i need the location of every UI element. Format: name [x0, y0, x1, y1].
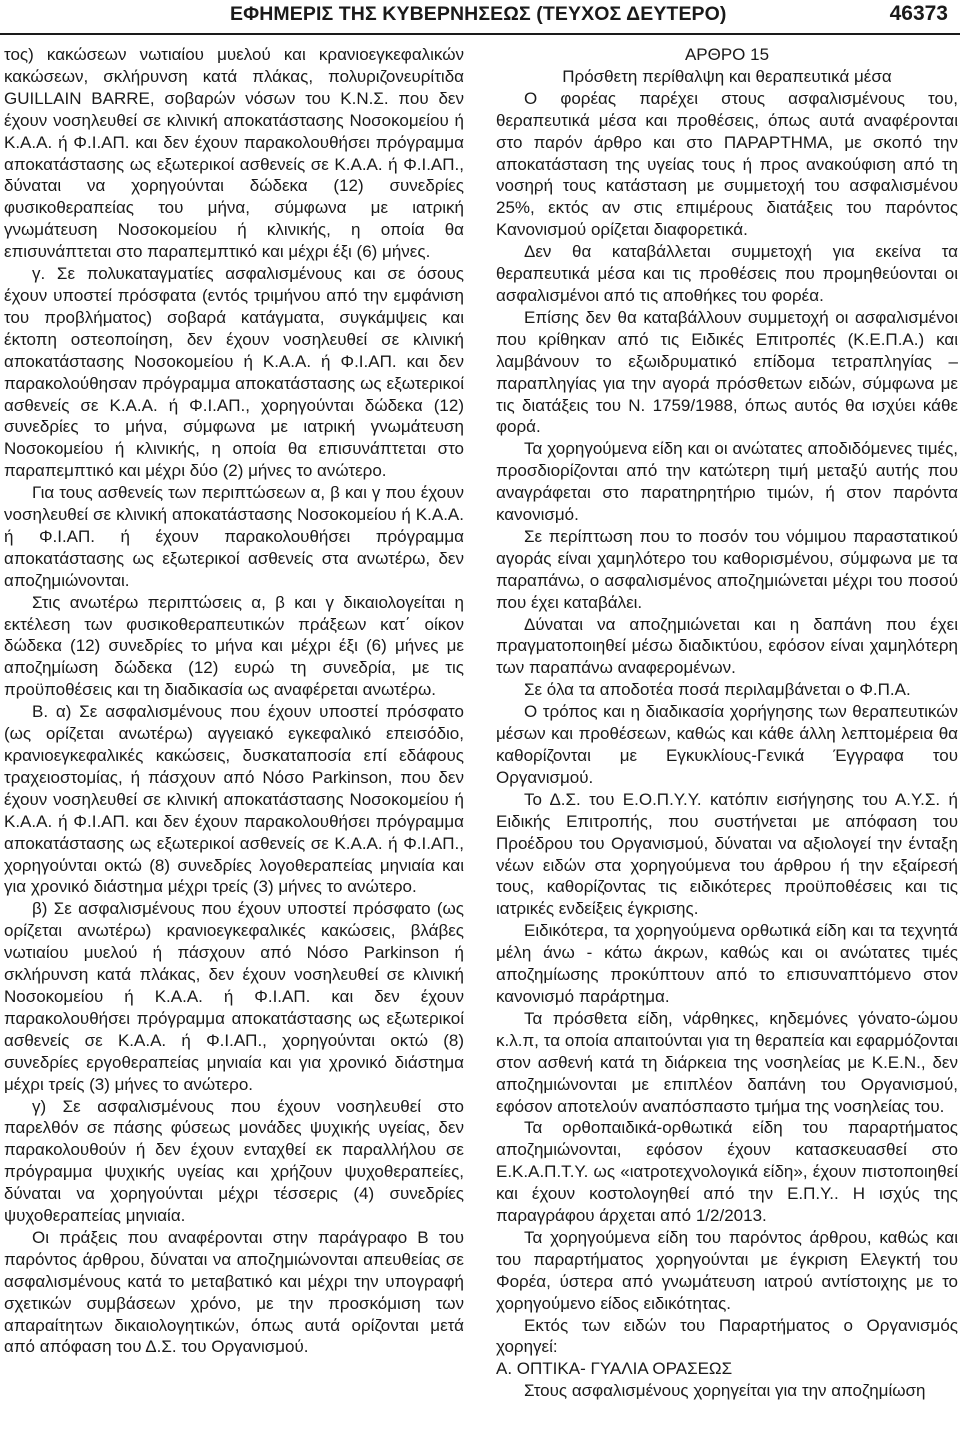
paragraph: Για τους ασθενείς των περιπτώσεων α, β και γ που έχουν νοσηλευθεί σε κλινική αποκατάστασης Νοσοκομείου ή Κ.Α.Α. ή Φ.Ι.ΑΠ. ή έχουν παρακολουθήσει πρόγραμμα αποκατάστασης ως εξωτερικοί ασθενείς στα ανωτέρω, δεν αποζημιώνονται.	[4, 483, 464, 590]
paragraph: Τα χορηγούμενα είδη του παρόντος άρθρου, καθώς και του παραρτήματος χορηγούνται με έγκριση Ελεγκτή του Φορέα, ύστερα από γνωμάτευση ιατρού αντίστοιχης με το χορηγούμενο είδος ειδικότητας.	[496, 1227, 958, 1313]
right-column	[496, 44, 958, 1402]
left-column	[4, 44, 464, 1358]
paragraph: Επίσης δεν θα καταβάλλουν συμμετοχή οι ασφαλισμένοι που κρίθηκαν από τις Ειδικές Επιτροπές (Κ.Ε.Π.Α.) και λαμβάνουν το εξωιδρυματικό επίδομα τετραπληγίας – παραπληγίας για την αγορά πρόσθετων ειδών, σύμφωνα με τις διατάξεις του Ν. 1759/1988, όπως αυτός θα ισχύει κάθε φορά.	[496, 307, 958, 437]
article-number: ΑΡΘΡΟ 15	[684, 45, 770, 64]
header-divider	[0, 33, 960, 35]
paragraph-case-gamma: γ. Σε πολυκαταγματίες ασφαλισμένους και σε όσους έχουν υποστεί πρόσφατα (εντός τριμήνου από την εμφάνιση του προβλήματος) σοβαρά κατάγματα, συγκάμψεις και έκτοπη οστεοποίηση, δεν έχουν νοσηλευθεί σε κλινική αποκατάστασης Νοσοκομείου ή Κ.Α.Α. ή Φ.Ι.ΑΠ. και δεν παρακολούθησαν πρόγραμμα αποκατάστασης ως εξωτερικοί ασθενείς σε Κ.Α.Α. ή Φ.Ι.ΑΠ., χορηγούνται δώδεκα (12) συνεδρίες το μήνα, σύμφωνα με ιατρική γνωμάτευση Νοσοκομείου ή κλινικής, η οποία θα επισυνάπτεται στο παραπεμπτικό και μέχρι δύο (2) μήνες το ανώτερο.	[4, 264, 464, 481]
paragraph-section-b-c: γ) Σε ασφαλισμένους που έχουν νοσηλευθεί στο παρελθόν σε πάσης φύσεως μονάδες ψυχικής υγείας, δεν παρακολουθούν ή δεν έχουν ενταχθεί εκ παραλλήλου σε πρόγραμμα ψυχικής υγείας και χρήζουν ψυχοθεραπείες, δύναται να χορηγούνται μέχρι τέσσερις (4) συνεδρίες ψυχοθεραπείας μηνιαία.	[4, 1096, 464, 1226]
paragraph-section-b-b: β) Σε ασφαλισμένους που έχουν υποστεί πρόσφατο (ως ορίζεται ανωτέρω) κρανιοεγκεφαλικές κακώσεις, βλάβες νωτιαίου μυελού ή πάσχουν από Νόσο Parkinson ή σκλήρυνση κατά πλάκας, δεν έχουν νοσηλευθεί σε κλινική Νοσοκομείου ή Κ.Α.Α. ή Φ.Ι.ΑΠ. και δεν έχουν παρακολουθήσει πρόγραμμα αποκατάστασης ως εξωτερικοί ασθενείς σε Κ.Α.Α. ή Φ.Ι.ΑΠ., χορηγούνται οκτώ (8) συνεδρίες εργοθεραπείας μηνιαία και για χρονικό διάστημα μέχρι τρείς (3) μήνες το ανώτερο.	[4, 899, 464, 1094]
paragraph: Το Δ.Σ. του Ε.Ο.Π.Υ.Υ. κατόπιν εισήγησης του Α.Υ.Σ. ή Ειδικής Επιτροπής, που συστήνεται με απόφαση του Προέδρου του Οργανισμού, δύναται να αξιολογεί την ένταξη νέων ειδών στα χορηγούμενα του άρθρου ή την εξαίρεσή τους, καθορίζοντας τις ειδικότερες προϋποθέσεις και τις ιατρικές ενδείξεις έγκρισης.	[496, 789, 958, 919]
page-number: 46373	[889, 2, 948, 25]
paragraph-section-b-a: Β. α) Σε ασφαλισμένους που έχουν υποστεί πρόσφατο (ως ορίζεται ανωτέρω) αγγειακό εγκεφαλικό επεισόδιο, κρανιοεγκεφαλικές κακώσεις, δυσκαταποσία επί εδάφους τραχειοστομίας, ή πάσχουν από Νόσο Parkinson, που δεν έχουν νοσηλευθεί σε κλινική αποκατάστασης Νοσοκομείου ή Κ.Α.Α. ή Φ.Ι.ΑΠ. και δεν έχουν παρακολουθήσει πρόγραμμα αποκατάστασης ως εξωτερικοί ασθενείς σε Κ.Α.Α. ή Φ.Ι.ΑΠ., χορηγούνται οκτώ (8) συνεδρίες λογοθεραπείας μηνιαία και για χρονικό διάστημα μέχρι τρείς (3) μήνες το ανώτερο.	[4, 702, 464, 897]
article-title: Πρόσθετη περίθαλψη και θεραπευτικά μέσα	[562, 66, 892, 86]
paragraph-continued: τος) κακώσεων νωτιαίου μυελού και κρανιοεγκεφαλικών κακώσεων, σκλήρυνση κατά πλάκας, πολυριζονευρίτιδα GUILLAIN BARRE, σοβαρών νόσων του Κ.Ν.Σ. που δεν έχουν νοσηλευθεί σε κλινική αποκατάστασης Νοσοκομείου ή Κ.Α.Α. ή Φ.Ι.ΑΠ. και δεν έχουν παρακολουθήσει πρόγραμμα αποκατάστασης ως εξωτερικοί ασθενείς σε Κ.Α.Α. ή Φ.Ι.ΑΠ., δύναται να χορηγούνται δώδεκα (12) συνεδρίες φυσικοθεραπείας του μήνα, σύμφωνα με ιατρική γνωμάτευση Νοσοκομείου ή κλινικής, η οποία θα επισυνάπτεται στο παραπεμπτικό και μέχρι έξι (6) μήνες.	[4, 45, 464, 262]
paragraph: Ο τρόπος και η διαδικασία χορήγησης των θεραπευτικών μέσων και προθέσεων, καθώς και κάθε άλλη λεπτομέρεια θα καθορίζονται με Εγκυκλίους-Γενικά Έγγραφα του Οργανισμού.	[496, 702, 958, 787]
paragraph: Δύναται να αποζημιώνεται και η δαπάνη που έχει πραγματοποιηθεί μέσω διαδικτύου, εφόσον είναι χαμηλότερη των παραπάνω αναφερομένων.	[496, 614, 958, 678]
gazette-title: ΕΦΗΜΕΡΙΣ ΤΗΣ ΚΥΒΕΡΝΗΣΕΩΣ (ΤΕΥΧΟΣ ΔΕΥΤΕΡΟ)	[230, 3, 727, 25]
paragraph: Στους ασφαλισμένους χορηγείται για την αποζημίωση	[524, 1381, 926, 1401]
paragraph: Εκτός των ειδών του Παραρτήματος ο Οργανισμός χορηγεί:	[496, 1315, 958, 1357]
paragraph: Τα πρόσθετα είδη, νάρθηκες, κηδεμόνες γόνατο-ώμου κ.λ.π, τα οποία απαιτούνται για τη θεραπεία και εφαρμόζονται στον ασθενή κατά τη διάρκεια της νοσηλείας με Κ.Ε.Ν., δεν αποζημιώνονται με επιπλέον δαπάνη του Οργανισμού, εφόσον αποτελούν αναπόσπαστο τμήμα της νοσηλείας του.	[496, 1008, 958, 1116]
paragraph: Ο φορέας παρέχει στους ασφαλισμένους του, θεραπευτικά μέσα και προθέσεις, όπως αυτά αναφέρονται στο παρόν άρθρο και στο ΠΑΡΑΡΤΗΜΑ, με σκοπό την αποκατάσταση της υγείας τους ή προς ανακούφιση από τη νοσηρή τους κατάσταση με συμμετοχή του ασφαλισμένου 25%, εκτός αν στις επιμέρους διατάξεις του παρόντος Κανονισμού ορίζεται διαφορετικά.	[496, 88, 958, 240]
paragraph: Οι πράξεις που αναφέρονται στην παράγραφο Β του παρόντος άρθρου, δύναται να αποζημιώνονται απευθείας σε ασφαλισμένους κατά το μεταβατικό και μέχρι την υπογραφή σχετικών συμβάσεων χρόνο, με την προσκόμιση των απαραίτητων δικαιολογητικών, όπως αυτά ορίζονται μετά από απόφαση του Δ.Σ. του Οργανισμού.	[4, 1227, 464, 1357]
paragraph: Σε όλα τα αποδοτέα ποσά περιλαμβάνεται ο Φ.Π.Α.	[524, 680, 911, 700]
paragraph: Τα ορθοπαιδικά-ορθωτικά είδη του παραρτήματος αποζημιώνονται, εφόσον έχουν κατασκευασθεί στο Ε.Κ.Α.Π.Τ.Υ. ως «ιατροτεχνολογικά είδη», έχουν πιστοποιηθεί και έχουν κοστολογηθεί από την Ε.Π.Υ.. Η ισχύς της παραγράφου άρχεται από 1/2/2013.	[496, 1118, 958, 1226]
page-header	[0, 0, 960, 34]
paragraph: Στις ανωτέρω περιπτώσεις α, β και γ δικαιολογείται η εκτέλεση των φυσικοθεραπευτικών πράξεων κατ΄ οίκον δώδεκα (12) συνεδρίες το μήνα και μέχρι έξι (6) μήνες με αποζημίωση δώδεκα (12) ευρώ τη συνεδρία, με τις προϋποθέσεις και τη διαδικασία ως αναφέρεται ανωτέρω.	[4, 592, 464, 700]
paragraph: Τα χορηγούμενα είδη και οι ανώτατες αποδιδόμενες τιμές, προσδιορίζονται από την κατώτερη τιμή μεταξύ αυτής που αναγράφεται στο παρατηρητήριο τιμών, ή στον παρόντα κανονισμό.	[496, 439, 958, 525]
paragraph: Σε περίπτωση που το ποσόν του νόμιμου παραστατικού αγοράς είναι χαμηλότερο του καθορισμένου, σύμφωνα με τα παραπάνω, ο ασφαλισμένος αποζημιώνεται μέχρι του ποσού που έχει καταβάλει.	[496, 526, 958, 612]
section-heading-optics: Α. ΟΠΤΙΚΑ- ΓΥΑΛΙΑ ΟΡΑΣΕΩΣ	[496, 1359, 733, 1379]
paragraph: Δεν θα καταβάλλεται συμμετοχή για εκείνα τα θεραπευτικά μέσα και τις προθέσεις που προμηθεύονται οι ασφαλισμένοι από τις αποθήκες του φορέα.	[496, 242, 958, 305]
paragraph: Ειδικότερα, τα χορηγούμενα ορθωτικά είδη και τα τεχνητά μέλη άνω - κάτω άκρων, καθώς και οι ανώτατες τιμές αποζημίωσης προκύπτουν από το επισυναπτόμενο στον κανονισμό παράρτημα.	[496, 921, 958, 1006]
